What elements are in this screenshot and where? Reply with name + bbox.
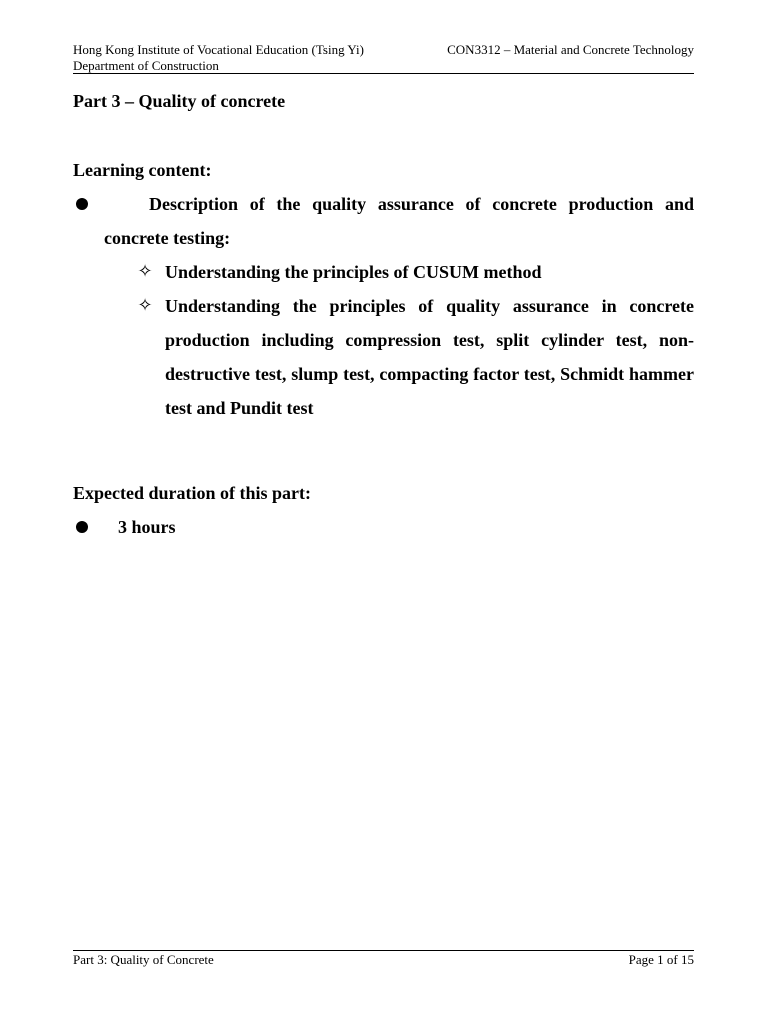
page-footer — [73, 952, 694, 968]
duration-value: 3 hours — [118, 517, 176, 537]
header-divider — [73, 73, 694, 74]
header-department: Department of Construction — [73, 58, 219, 73]
page-header — [73, 42, 694, 74]
bullet-icon — [76, 521, 88, 533]
bullet-icon — [76, 198, 88, 210]
sub-item — [73, 255, 694, 289]
header-course: CON3312 – Material and Concrete Technology — [447, 42, 694, 57]
sub-item-text: Understanding the principles of CUSUM method — [165, 262, 542, 282]
four-point-star-icon: ✧ — [137, 295, 153, 316]
duration-heading: Expected duration of this part: — [73, 483, 311, 503]
page-content — [73, 88, 694, 544]
sub-item — [73, 289, 694, 425]
page-title: Part 3 – Quality of concrete — [73, 91, 286, 111]
learning-content-heading: Learning content: — [73, 160, 212, 180]
page-number: Page 1 of 15 — [628, 952, 694, 967]
learning-bullet — [73, 187, 694, 255]
four-point-star-icon: ✧ — [137, 261, 153, 282]
learning-bullet-text: Description of the quality assurance of concrete production and concrete testing: — [104, 194, 694, 248]
footer-part-label: Part 3: Quality of Concrete — [73, 952, 214, 967]
duration-bullet — [73, 510, 694, 544]
footer-divider — [73, 950, 694, 951]
sub-item-text: Understanding the principles of quality assurance in concrete production including compression test, split cylinder test, non-destructive test, slump test, compacting factor test, Schmidt hammer test and Pundit test — [165, 296, 694, 418]
header-institute: Hong Kong Institute of Vocational Education (Tsing Yi) — [73, 42, 364, 57]
